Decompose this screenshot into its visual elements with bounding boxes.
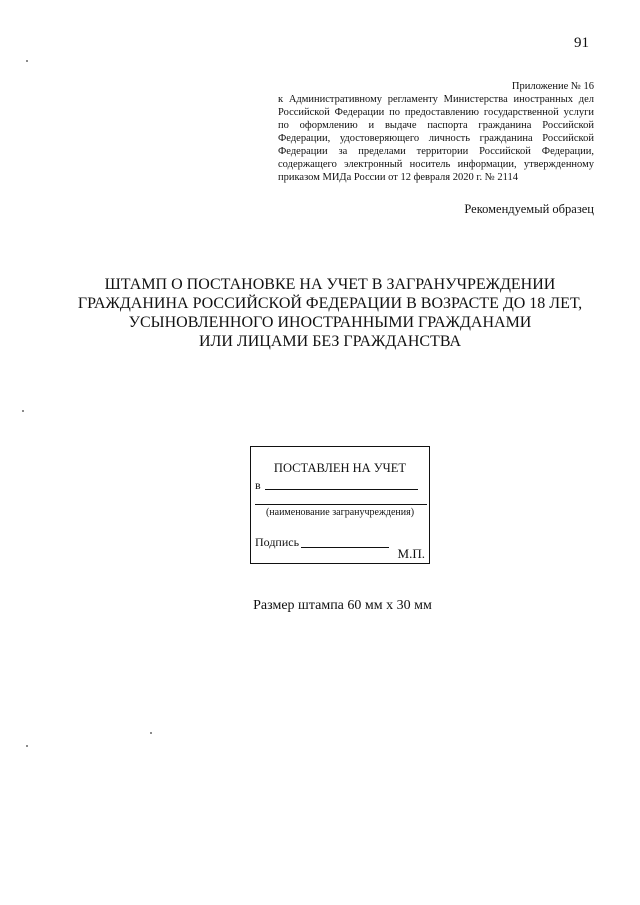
title-line: УСЫНОВЛЕННОГО ИНОСТРАННЫМИ ГРАЖДАНАМИ [128,314,532,331]
signature-label: Подпись [255,535,300,549]
scan-speck [150,732,152,734]
institution-name-line [265,489,418,490]
stamp-sample-box [250,446,430,564]
scan-speck [22,410,24,412]
appendix-heading: Приложение № 16 [511,81,594,92]
seal-placeholder-label: М.П. [397,546,425,561]
scan-speck [26,745,28,747]
stamp-size-note: Размер штампа 60 мм х 30 мм [253,598,432,613]
scan-speck [26,60,28,62]
title-line: ИЛИ ЛИЦАМИ БЕЗ ГРАЖДАНСТВА [198,333,462,350]
document-title [60,275,600,351]
recommended-sample-label: Рекомендуемый образец [464,202,594,216]
page-number: 91 [574,35,589,51]
title-line: ШТАМП О ПОСТАНОВКЕ НА УЧЕТ В ЗАГРАНУЧРЕЖДЕНИИ [104,276,556,293]
institution-name-caption: (наименование загранучреждения) [265,507,415,518]
institution-name-line-2 [255,504,427,505]
stamp-preposition: в [255,478,261,492]
appendix-reference: к Административному регламенту Министерства иностранных дел Российской Федерации по предоставлению государственной услуги по оформлению и выдаче паспорта гражданина Российской Федерации, удостоверяющего личность гражданина Российской Федерации за пределами территории Российской Федерации, содержащего электронный носитель информации, утвержденному приказом МИДа России от 12 февраля 2020 г. № 2114 [278,94,594,183]
stamp-heading: ПОСТАВЛЕН НА УЧЕТ [273,461,407,475]
title-line: ГРАЖДАНИНА РОССИЙСКОЙ ФЕДЕРАЦИИ В ВОЗРАСТЕ ДО 18 ЛЕТ, [77,295,583,312]
signature-line [301,547,389,548]
